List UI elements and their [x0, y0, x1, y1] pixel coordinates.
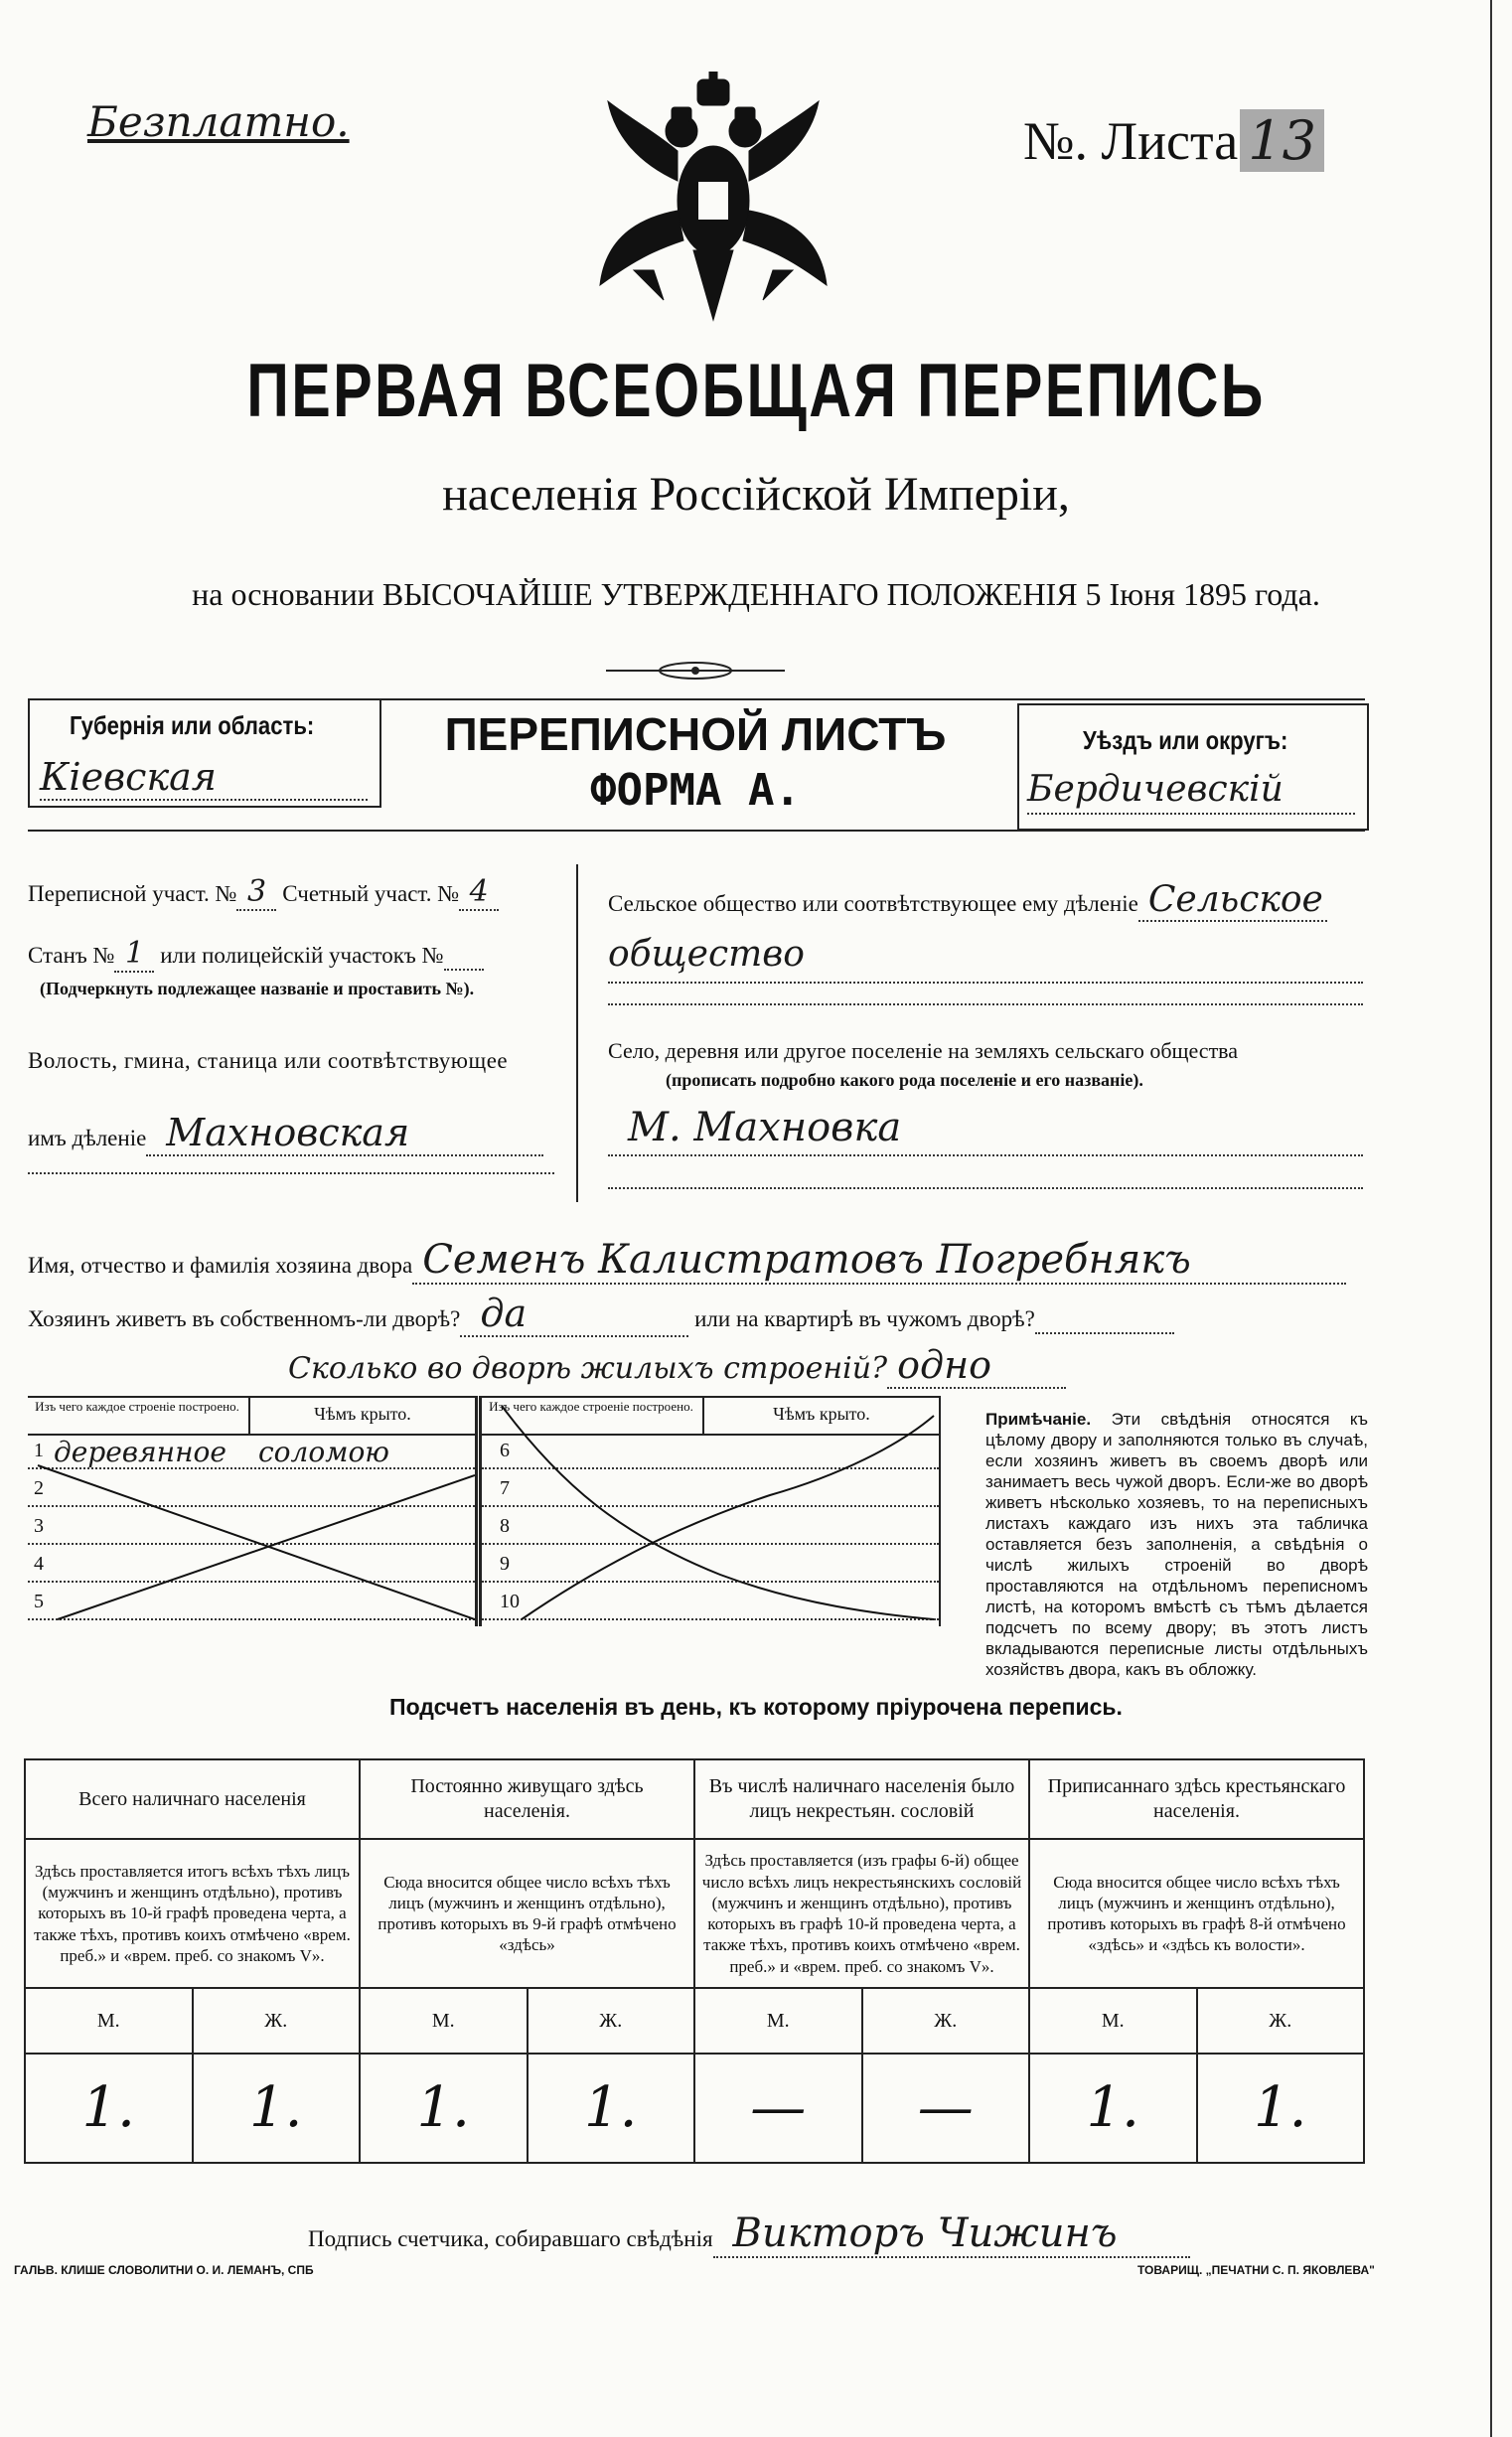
sex-label: М.: [1029, 1988, 1197, 2054]
page-subtitle: населенія Россійской Имперіи,: [442, 468, 1070, 521]
population-header: Въ числѣ наличнаго населенія было лицъ некрестьян. сословій: [694, 1759, 1029, 1839]
strike-through-lines: [28, 1436, 475, 1626]
row-number: 9: [500, 1553, 510, 1575]
uezd-value: Бердичевскій: [1027, 769, 1355, 815]
stan-value: 1: [114, 936, 154, 973]
sex-label: Ж.: [1197, 1988, 1365, 2054]
strike-through-lines: [482, 1396, 939, 1626]
population-table: [24, 1758, 1365, 2164]
society-value-line2: общество: [608, 934, 1363, 984]
population-value: 1.: [1197, 2054, 1365, 2163]
population-header: Всего наличнаго населенія: [25, 1759, 360, 1839]
basis-line: на основании ВЫСОЧАЙШЕ УТВЕРЖДЕННАГО ПОЛОЖЕНІЯ 5 Іюня 1895 года.: [192, 576, 1320, 612]
row-number: 8: [500, 1515, 510, 1537]
double-headed-eagle-icon: [594, 72, 832, 330]
population-header: Приписаннаго здѣсь крестьянскаго населенія.: [1029, 1759, 1364, 1839]
population-description: Сюда вносится общее число всѣхъ тѣхъ лицъ (мужчинъ и женщинъ отдѣльно), противъ которыхъ въ графѣ 8-й отмѣчено «здѣсь» и «здѣсь къ волости».: [1029, 1839, 1364, 1988]
stan-field: Станъ № 1 или полицейскій участокъ №: [28, 936, 484, 973]
column-divider: [576, 864, 578, 1202]
signature-label: Подпись счетчика, собиравшаго свѣдѣнія: [308, 2226, 713, 2251]
page-title: ПЕРВАЯ ВСЕОБЩАЯ ПЕРЕПИСЬ: [246, 349, 1266, 433]
population-description: Здѣсь проставляется итогъ всѣхъ тѣхъ лицъ (мужчинъ и женщинъ отдѣльно), противъ которыхъ въ 10-й графѣ проведена черта, а также тѣхъ, противъ коихъ отмѣчено «врем. преб.» и «врем. преб. со знакомъ V».: [25, 1839, 360, 1988]
schetny-value: 4: [459, 874, 499, 911]
buildings-table-left: Изъ чего каждое строеніе построено. Чѣмъ крыто. 1 деревянное соломою 2 3 4 5: [28, 1396, 478, 1626]
village-value: М. Махновка: [608, 1105, 1363, 1156]
village-label: Село, деревня или другое поселеніе на земляхъ сельскаго общества: [608, 1038, 1239, 1063]
sex-label: Ж.: [862, 1988, 1030, 2054]
owner-own-value: да: [460, 1292, 688, 1337]
sex-label: М.: [25, 1988, 193, 2054]
buildings-note: [985, 1409, 1368, 1680]
sex-label: М.: [360, 1988, 528, 2054]
population-value: 1.: [1029, 2054, 1197, 2163]
owner-name-field: Имя, отчество и фамилія хозяина двора Семенъ Калистратовъ Погребнякъ: [28, 1237, 1346, 1285]
form-name: ФОРМА А.: [590, 765, 801, 816]
gubernia-label: Губернія или область:: [70, 710, 315, 740]
sex-label: Ж.: [193, 1988, 361, 2054]
sheet-no-label: №. Листа: [1023, 111, 1239, 171]
form-title: ПЕРЕПИСНОЙ ЛИСТЪ: [444, 708, 947, 760]
population-title: Подсчетъ населенія въ день, къ которому пріурочена перепись.: [389, 1694, 1123, 1720]
free-label: Безплатно.: [87, 97, 350, 146]
print-credit-right: ТОВАРИЩ. „ПЕЧАТНИ С. П. ЯКОВЛЕВА": [1137, 2263, 1375, 2277]
volost-field: имъ дѣленіе Махновская: [28, 1111, 543, 1156]
sheet-number: [1023, 109, 1324, 172]
village-note: (прописать подробно какого рода поселеніе и его названіе).: [666, 1070, 1143, 1090]
sex-label: Ж.: [528, 1988, 695, 2054]
row-number: 4: [34, 1553, 44, 1575]
print-credit-left: ГАЛЬВ. КЛИШЕ СЛОВОЛИТНИ О. И. ЛЕМАНЪ, СПБ: [14, 2263, 314, 2277]
population-header: Постоянно живущаго здѣсь населенія.: [360, 1759, 694, 1839]
buildings-count-value: одно: [887, 1343, 1066, 1389]
uezd-label: Уѣздъ или округъ:: [1083, 725, 1288, 755]
population-value: —: [694, 2054, 862, 2163]
row-number: 1: [34, 1440, 44, 1461]
signature-value: Викторъ Чижинъ: [713, 2210, 1190, 2258]
society-value: Сельское: [1138, 879, 1327, 922]
owner-residence-field: Хозяинъ живетъ въ собственномъ-ли дворѣ? да или на квартирѣ въ чужомъ дворѣ?: [28, 1292, 1174, 1337]
row-number: 2: [34, 1477, 44, 1499]
row-number: 5: [34, 1591, 44, 1612]
society-field: Сельское общество или соотвѣтствующее ему дѣленіе Сельское: [608, 879, 1327, 922]
population-value: 1.: [193, 2054, 361, 2163]
buildings-table-right: Изъ чего каждое строеніе построено. Чѣмъ крыто. 6 7 8 9 10: [479, 1396, 941, 1626]
note-text: Эти свѣдѣнія относятся къ цѣлому двору и заполняются только въ случаѣ, если хозяинъ живетъ въ своемъ дворѣ или занимаетъ весь чужой дворъ. Если-же во дворѣ живетъ нѣсколько хозяевъ, то на переписныхъ листахъ каждаго изъ нихъ эта табличка оставляется безъ заполненія, а свѣдѣнія о числѣ жилыхъ строеній во дворѣ проставляются на отдѣльномъ переписномъ листѣ, на которомъ вмѣстѣ съ тѣмъ дѣлается подсчетъ по всему двору; въ этотъ листъ вкладываются переписные листы отдѣльныхъ хозяйствъ двора, какъ въ обложку.: [985, 1410, 1368, 1679]
volost-label: Волость, гмина, станица или соотвѣтствующее: [28, 1048, 509, 1073]
row-roof: соломою: [258, 1436, 389, 1468]
buildings-count-field: Сколько во дворѣ жилыхъ строеній? одно: [288, 1343, 1066, 1389]
sheet-no-value: 13: [1240, 109, 1324, 172]
note-title: Примѣчаніе.: [985, 1410, 1092, 1429]
page-edge: [1490, 0, 1492, 2437]
owner-name-value: Семенъ Калистратовъ Погребнякъ: [412, 1237, 1346, 1285]
volost-extra-line: [28, 1172, 554, 1174]
village-extra-line: [608, 1187, 1363, 1189]
row-number: 6: [500, 1440, 510, 1461]
population-value: 1.: [25, 2054, 193, 2163]
underline-note: (Подчеркнуть подлежащее названіе и проставить №).: [40, 979, 475, 998]
population-value: 1.: [360, 2054, 528, 2163]
sex-label: М.: [694, 1988, 862, 2054]
population-value: —: [862, 2054, 1030, 2163]
row-number: 7: [500, 1477, 510, 1499]
gubernia-value: Кіевская: [40, 755, 368, 801]
row-number: 10: [500, 1591, 520, 1612]
society-extra-line: [608, 1003, 1363, 1005]
population-description: Сюда вносится общее число всѣхъ тѣхъ лицъ (мужчинъ и женщинъ отдѣльно), противъ которыхъ въ 9-й графѣ отмѣчено «здѣсь»: [360, 1839, 694, 1988]
population-value: 1.: [528, 2054, 695, 2163]
population-description: Здѣсь проставляется (изъ графы 6-й) общее число всѣхъ лицъ некрестьянскихъ сословій (мужчинъ и женщинъ отдѣльно), противъ которыхъ въ графѣ 10-й проведена черта, а также тѣхъ, противъ коихъ отмѣчено «врем. преб.» и «врем. преб. со знакомъ V».: [694, 1839, 1029, 1988]
ornament-divider: [606, 659, 785, 683]
row-number: 3: [34, 1515, 44, 1537]
signature-field: [308, 2210, 1190, 2258]
volost-value: Махновская: [146, 1111, 543, 1156]
perepisnoy-value: 3: [236, 874, 276, 911]
row-material: деревянное: [54, 1436, 227, 1468]
perepisnoy-field: Переписной участ. № 3 Счетный участ. № 4: [28, 874, 499, 911]
